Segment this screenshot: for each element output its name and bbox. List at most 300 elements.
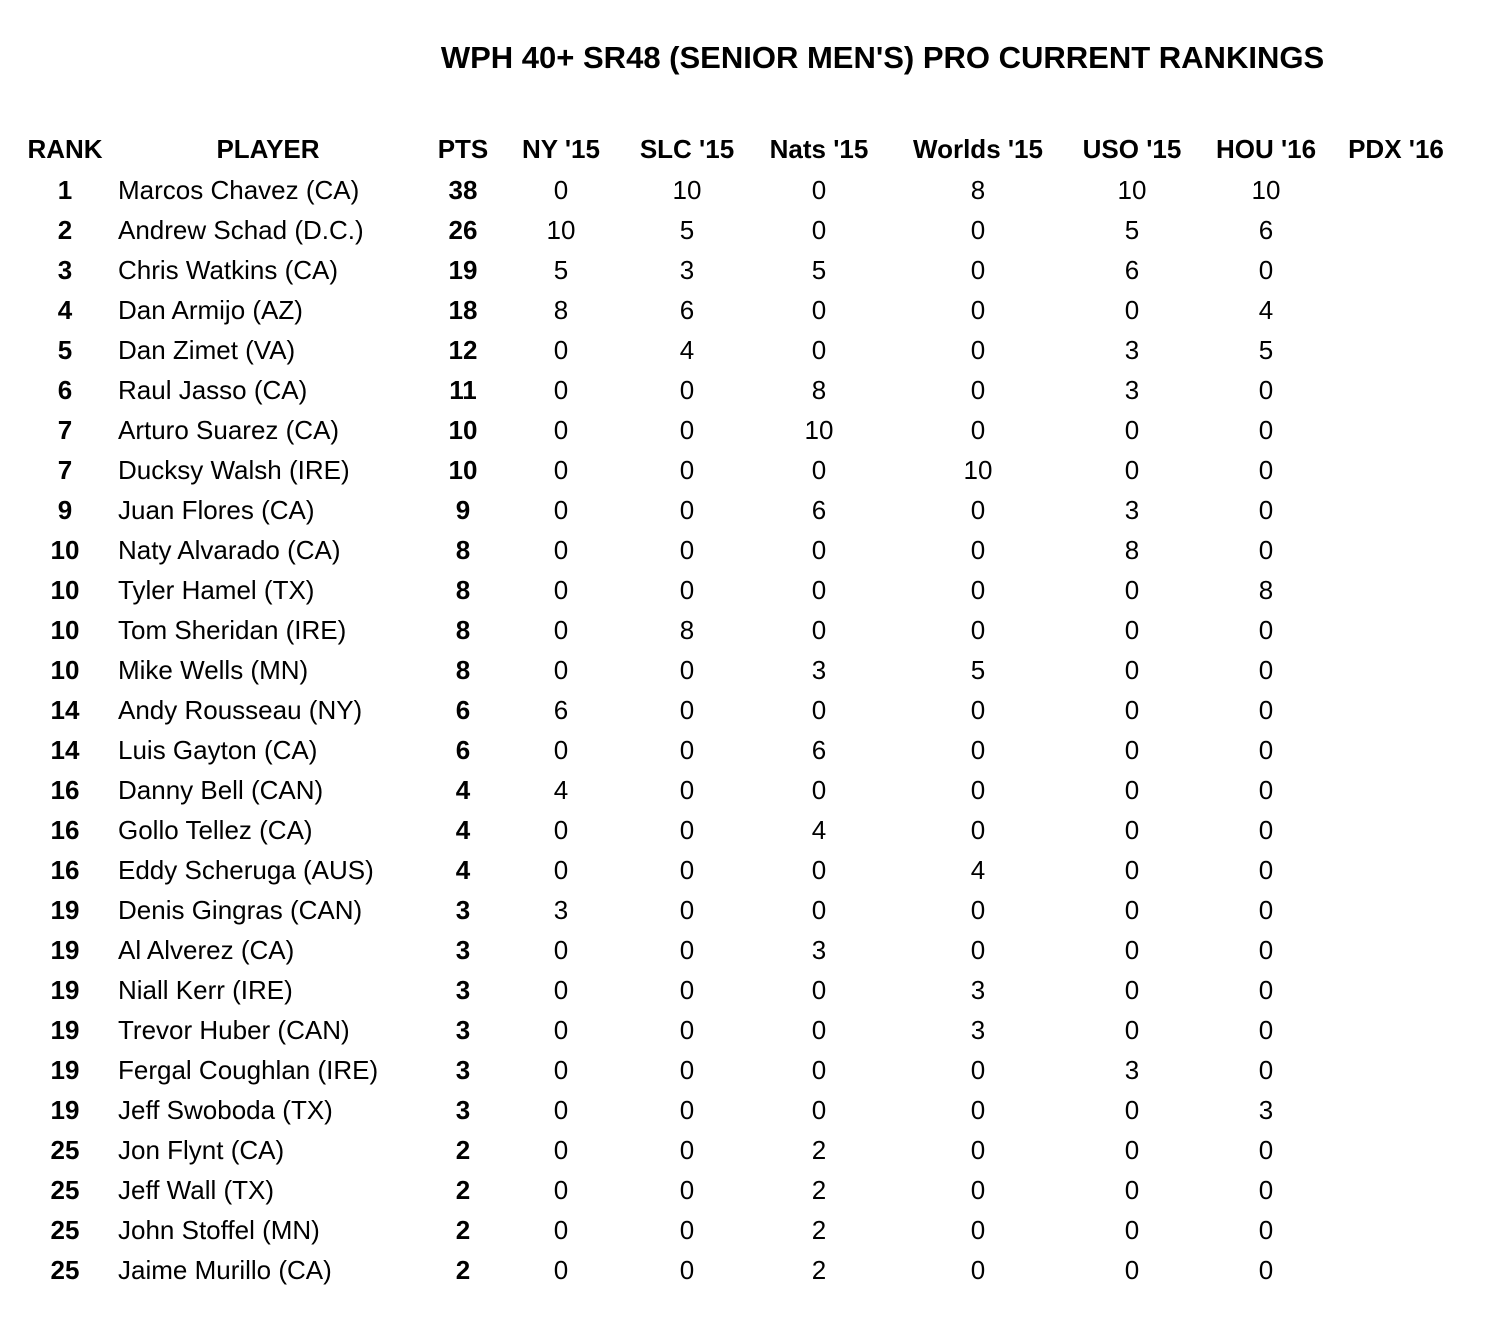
table-row [22,1250,1456,1290]
cell-hou-16: 8 [1258,574,1274,605]
cell-worlds-15: 10 [963,454,993,485]
cell-hou-16: 0 [1258,1054,1274,1085]
cell-rank: 10 [50,654,80,685]
cell-uso-15: 0 [1124,1214,1140,1245]
cell-slc-15: 6 [679,294,695,325]
cell-uso-15: 5 [1124,214,1140,245]
cell-slc-15: 0 [679,654,695,685]
cell-ny-15: 0 [553,414,569,445]
cell-rank: 4 [57,294,73,325]
cell-nats-15: 2 [811,1174,827,1205]
cell-uso-15: 0 [1124,894,1140,925]
cell-rank: 14 [50,734,80,765]
cell-pts: 10 [448,454,478,485]
cell-ny-15: 0 [553,734,569,765]
cell-player: Dan Armijo (AZ) [118,294,303,325]
cell-player: Eddy Scheruga (AUS) [118,854,374,885]
cell-pdx-16 [1336,1010,1456,1050]
cell-uso-15: 0 [1124,574,1140,605]
cell-uso-15: 3 [1124,374,1140,405]
cell-hou-16: 0 [1258,774,1274,805]
cell-slc-15: 0 [679,414,695,445]
cell-pts: 12 [448,334,478,365]
cell-ny-15: 0 [553,1174,569,1205]
cell-ny-15: 0 [553,974,569,1005]
cell-worlds-15: 3 [970,974,986,1005]
cell-hou-16: 0 [1258,614,1274,645]
cell-hou-16: 10 [1251,174,1281,205]
cell-slc-15: 4 [679,334,695,365]
table-row [22,1130,1456,1170]
cell-pdx-16 [1336,490,1456,530]
cell-hou-16: 6 [1258,214,1274,245]
cell-uso-15: 10 [1117,174,1147,205]
cell-slc-15: 8 [679,614,695,645]
cell-pdx-16 [1336,1130,1456,1170]
cell-ny-15: 0 [553,934,569,965]
cell-hou-16: 0 [1258,654,1274,685]
cell-pdx-16 [1336,650,1456,690]
page-title: WPH 40+ SR48 (SENIOR MEN'S) PRO CURRENT RANKINGS [440,40,1325,75]
cell-worlds-15: 0 [970,694,986,725]
cell-worlds-15: 8 [970,174,986,205]
cell-player: Chris Watkins (CA) [118,254,339,285]
cell-worlds-15: 0 [970,494,986,525]
cell-slc-15: 0 [679,534,695,565]
cell-worlds-15: 0 [970,614,986,645]
cell-slc-15: 0 [679,494,695,525]
cell-hou-16: 0 [1258,1014,1274,1045]
cell-player: Andy Rousseau (NY) [118,694,363,725]
cell-slc-15: 0 [679,1134,695,1165]
cell-ny-15: 8 [553,294,569,325]
cell-pdx-16 [1336,1090,1456,1130]
cell-slc-15: 0 [679,894,695,925]
cell-worlds-15: 0 [970,1094,986,1125]
cell-pts: 26 [448,214,478,245]
cell-hou-16: 0 [1258,374,1274,405]
cell-nats-15: 0 [811,454,827,485]
cell-uso-15: 0 [1124,454,1140,485]
cell-nats-15: 10 [804,414,834,445]
cell-uso-15: 0 [1124,1174,1140,1205]
cell-uso-15: 6 [1124,254,1140,285]
cell-nats-15: 0 [811,214,827,245]
cell-pdx-16 [1336,530,1456,570]
cell-worlds-15: 0 [970,814,986,845]
cell-pdx-16 [1336,1250,1456,1290]
cell-slc-15: 0 [679,1014,695,1045]
cell-player: Tom Sheridan (IRE) [118,614,347,645]
cell-ny-15: 3 [553,894,569,925]
cell-rank: 9 [57,494,73,525]
table-row [22,450,1456,490]
cell-pdx-16 [1336,730,1456,770]
cell-rank: 25 [50,1214,80,1245]
cell-pdx-16 [1336,930,1456,970]
cell-uso-15: 0 [1124,734,1140,765]
cell-player: Naty Alvarado (CA) [118,534,341,565]
cell-rank: 10 [50,614,80,645]
cell-uso-15: 0 [1124,294,1140,325]
cell-player: John Stoffel (MN) [118,1214,320,1245]
table-row [22,650,1456,690]
cell-pdx-16 [1336,610,1456,650]
cell-hou-16: 0 [1258,814,1274,845]
cell-player: Fergal Coughlan (IRE) [118,1054,379,1085]
cell-nats-15: 0 [811,574,827,605]
cell-ny-15: 10 [546,214,576,245]
cell-player: Ducksy Walsh (IRE) [118,454,350,485]
table-row [22,570,1456,610]
cell-nats-15: 0 [811,294,827,325]
column-header-uso-15: USO '15 [1082,133,1182,164]
cell-worlds-15: 0 [970,774,986,805]
table-row [22,810,1456,850]
cell-rank: 19 [50,1094,80,1125]
cell-pts: 9 [455,494,471,525]
cell-worlds-15: 0 [970,414,986,445]
table-body [22,170,1456,1290]
cell-slc-15: 0 [679,694,695,725]
column-header-player: PLAYER [216,133,320,164]
cell-player: Marcos Chavez (CA) [118,174,360,205]
cell-slc-15: 0 [679,574,695,605]
cell-pts: 6 [455,734,471,765]
cell-pts: 8 [455,574,471,605]
cell-pdx-16 [1336,250,1456,290]
cell-ny-15: 0 [553,1014,569,1045]
cell-worlds-15: 0 [970,374,986,405]
cell-pts: 4 [455,854,471,885]
cell-worlds-15: 4 [970,854,986,885]
cell-ny-15: 0 [553,454,569,485]
cell-rank: 7 [57,414,73,445]
cell-player: Luis Gayton (CA) [118,734,318,765]
cell-rank: 1 [57,174,73,205]
cell-ny-15: 0 [553,1254,569,1285]
cell-pdx-16 [1336,810,1456,850]
cell-player: Juan Flores (CA) [118,494,315,525]
cell-nats-15: 6 [811,734,827,765]
cell-slc-15: 0 [679,1054,695,1085]
cell-pdx-16 [1336,850,1456,890]
cell-rank: 7 [57,454,73,485]
cell-player: Trevor Huber (CAN) [118,1014,350,1045]
cell-rank: 16 [50,774,80,805]
cell-player: Mike Wells (MN) [118,654,309,685]
cell-uso-15: 0 [1124,654,1140,685]
cell-pdx-16 [1336,770,1456,810]
cell-hou-16: 0 [1258,534,1274,565]
table-row [22,610,1456,650]
cell-pts: 4 [455,814,471,845]
cell-hou-16: 0 [1258,854,1274,885]
cell-nats-15: 0 [811,974,827,1005]
column-header-nats-15: Nats '15 [769,133,869,164]
cell-worlds-15: 0 [970,574,986,605]
cell-worlds-15: 0 [970,1054,986,1085]
cell-rank: 19 [50,894,80,925]
table-row [22,210,1456,250]
cell-worlds-15: 0 [970,894,986,925]
cell-uso-15: 8 [1124,534,1140,565]
cell-rank: 19 [50,974,80,1005]
cell-slc-15: 0 [679,974,695,1005]
cell-pts: 3 [455,934,471,965]
cell-slc-15: 0 [679,814,695,845]
cell-uso-15: 0 [1124,934,1140,965]
column-header-slc-15: SLC '15 [639,133,735,164]
table-row [22,1210,1456,1250]
cell-uso-15: 0 [1124,814,1140,845]
cell-pdx-16 [1336,290,1456,330]
cell-pts: 3 [455,894,471,925]
cell-hou-16: 0 [1258,734,1274,765]
cell-pdx-16 [1336,1170,1456,1210]
table-row [22,1170,1456,1210]
cell-slc-15: 0 [679,1214,695,1245]
cell-nats-15: 0 [811,334,827,365]
cell-nats-15: 5 [811,254,827,285]
table-row [22,250,1456,290]
cell-ny-15: 0 [553,1214,569,1245]
cell-pts: 3 [455,1094,471,1125]
cell-ny-15: 0 [553,1094,569,1125]
cell-pts: 8 [455,614,471,645]
cell-rank: 2 [57,214,73,245]
cell-pdx-16 [1336,690,1456,730]
cell-hou-16: 0 [1258,254,1274,285]
cell-nats-15: 3 [811,654,827,685]
table-row [22,290,1456,330]
cell-uso-15: 0 [1124,774,1140,805]
column-header-hou-16: HOU '16 [1215,133,1317,164]
cell-uso-15: 0 [1124,1134,1140,1165]
cell-hou-16: 0 [1258,494,1274,525]
cell-pdx-16 [1336,1050,1456,1090]
cell-uso-15: 0 [1124,1014,1140,1045]
cell-rank: 19 [50,934,80,965]
cell-rank: 14 [50,694,80,725]
cell-hou-16: 0 [1258,894,1274,925]
cell-ny-15: 5 [553,254,569,285]
column-header-rank: RANK [27,133,103,164]
cell-pdx-16 [1336,970,1456,1010]
cell-player: Jon Flynt (CA) [118,1134,285,1165]
cell-pdx-16 [1336,570,1456,610]
cell-ny-15: 0 [553,854,569,885]
table-row [22,970,1456,1010]
cell-nats-15: 2 [811,1254,827,1285]
cell-rank: 10 [50,534,80,565]
cell-hou-16: 0 [1258,1134,1274,1165]
cell-slc-15: 10 [672,174,702,205]
cell-uso-15: 0 [1124,974,1140,1005]
cell-hou-16: 0 [1258,1214,1274,1245]
table-row [22,690,1456,730]
cell-nats-15: 2 [811,1214,827,1245]
cell-hou-16: 0 [1258,694,1274,725]
cell-slc-15: 0 [679,734,695,765]
cell-slc-15: 0 [679,854,695,885]
table-row [22,1010,1456,1050]
cell-player: Danny Bell (CAN) [118,774,324,805]
cell-nats-15: 3 [811,934,827,965]
cell-worlds-15: 5 [970,654,986,685]
cell-ny-15: 0 [553,1054,569,1085]
table-row [22,930,1456,970]
cell-ny-15: 0 [553,534,569,565]
cell-ny-15: 0 [553,574,569,605]
cell-worlds-15: 0 [970,1254,986,1285]
cell-pdx-16 [1336,330,1456,370]
cell-player: Denis Gingras (CAN) [118,894,363,925]
cell-ny-15: 0 [553,654,569,685]
cell-slc-15: 0 [679,774,695,805]
cell-nats-15: 8 [811,374,827,405]
cell-ny-15: 0 [553,494,569,525]
table-row [22,730,1456,770]
cell-nats-15: 0 [811,1094,827,1125]
cell-nats-15: 2 [811,1134,827,1165]
cell-rank: 19 [50,1054,80,1085]
column-header-pdx-16: PDX '16 [1348,133,1444,164]
cell-slc-15: 0 [679,1174,695,1205]
cell-ny-15: 0 [553,614,569,645]
table-row [22,770,1456,810]
cell-player: Dan Zimet (VA) [118,334,296,365]
cell-rank: 5 [57,334,73,365]
cell-pts: 38 [448,174,478,205]
cell-rank: 25 [50,1254,80,1285]
cell-hou-16: 4 [1258,294,1274,325]
cell-hou-16: 0 [1258,1254,1274,1285]
cell-uso-15: 3 [1124,494,1140,525]
cell-pts: 10 [448,414,478,445]
cell-pts: 19 [448,254,478,285]
cell-slc-15: 3 [679,254,695,285]
cell-player: Arturo Suarez (CA) [118,414,340,445]
cell-player: Gollo Tellez (CA) [118,814,313,845]
cell-ny-15: 0 [553,1134,569,1165]
cell-pts: 2 [455,1134,471,1165]
cell-hou-16: 0 [1258,414,1274,445]
cell-pts: 4 [455,774,471,805]
cell-pdx-16 [1336,210,1456,250]
cell-hou-16: 0 [1258,1174,1274,1205]
cell-worlds-15: 0 [970,734,986,765]
rankings-table [22,128,1456,1290]
cell-slc-15: 0 [679,454,695,485]
table-row [22,1050,1456,1090]
cell-rank: 25 [50,1134,80,1165]
cell-nats-15: 0 [811,774,827,805]
cell-player: Niall Kerr (IRE) [118,974,293,1005]
cell-pts: 3 [455,1054,471,1085]
cell-nats-15: 0 [811,1014,827,1045]
cell-pdx-16 [1336,890,1456,930]
cell-worlds-15: 3 [970,1014,986,1045]
cell-rank: 3 [57,254,73,285]
cell-worlds-15: 0 [970,214,986,245]
cell-rank: 16 [50,814,80,845]
cell-nats-15: 6 [811,494,827,525]
table-row [22,370,1456,410]
cell-uso-15: 0 [1124,854,1140,885]
cell-player: Jeff Wall (TX) [118,1174,275,1205]
cell-hou-16: 0 [1258,974,1274,1005]
cell-player: Jaime Murillo (CA) [118,1254,332,1285]
cell-nats-15: 0 [811,894,827,925]
cell-pts: 18 [448,294,478,325]
cell-worlds-15: 0 [970,934,986,965]
cell-ny-15: 0 [553,374,569,405]
cell-pts: 3 [455,974,471,1005]
cell-player: Jeff Swoboda (TX) [118,1094,333,1125]
cell-rank: 6 [57,374,73,405]
cell-nats-15: 0 [811,614,827,645]
cell-hou-16: 0 [1258,934,1274,965]
cell-ny-15: 0 [553,814,569,845]
header-row [22,128,1456,170]
cell-worlds-15: 0 [970,1174,986,1205]
cell-ny-15: 6 [553,694,569,725]
cell-nats-15: 4 [811,814,827,845]
cell-player: Tyler Hamel (TX) [118,574,315,605]
cell-pts: 2 [455,1174,471,1205]
cell-rank: 10 [50,574,80,605]
cell-ny-15: 0 [553,334,569,365]
cell-uso-15: 3 [1124,334,1140,365]
table-row [22,170,1456,210]
cell-ny-15: 0 [553,174,569,205]
cell-slc-15: 0 [679,1254,695,1285]
table-row [22,1090,1456,1130]
cell-uso-15: 0 [1124,414,1140,445]
table-row [22,890,1456,930]
cell-worlds-15: 0 [970,254,986,285]
cell-pts: 3 [455,1014,471,1045]
cell-pdx-16 [1336,450,1456,490]
cell-hou-16: 3 [1258,1094,1274,1125]
cell-ny-15: 4 [553,774,569,805]
cell-rank: 25 [50,1174,80,1205]
cell-nats-15: 0 [811,174,827,205]
cell-pts: 2 [455,1254,471,1285]
cell-pdx-16 [1336,1210,1456,1250]
cell-pts: 8 [455,534,471,565]
cell-nats-15: 0 [811,534,827,565]
cell-worlds-15: 0 [970,1134,986,1165]
cell-nats-15: 0 [811,854,827,885]
cell-uso-15: 0 [1124,1094,1140,1125]
cell-worlds-15: 0 [970,294,986,325]
cell-hou-16: 0 [1258,454,1274,485]
cell-worlds-15: 0 [970,534,986,565]
cell-slc-15: 0 [679,374,695,405]
cell-player: Raul Jasso (CA) [118,374,308,405]
table-row [22,410,1456,450]
cell-worlds-15: 0 [970,334,986,365]
cell-worlds-15: 0 [970,1214,986,1245]
cell-uso-15: 0 [1124,694,1140,725]
cell-pts: 11 [449,374,477,405]
cell-pts: 2 [455,1214,471,1245]
cell-slc-15: 0 [679,934,695,965]
cell-pdx-16 [1336,410,1456,450]
cell-pdx-16 [1336,170,1456,210]
